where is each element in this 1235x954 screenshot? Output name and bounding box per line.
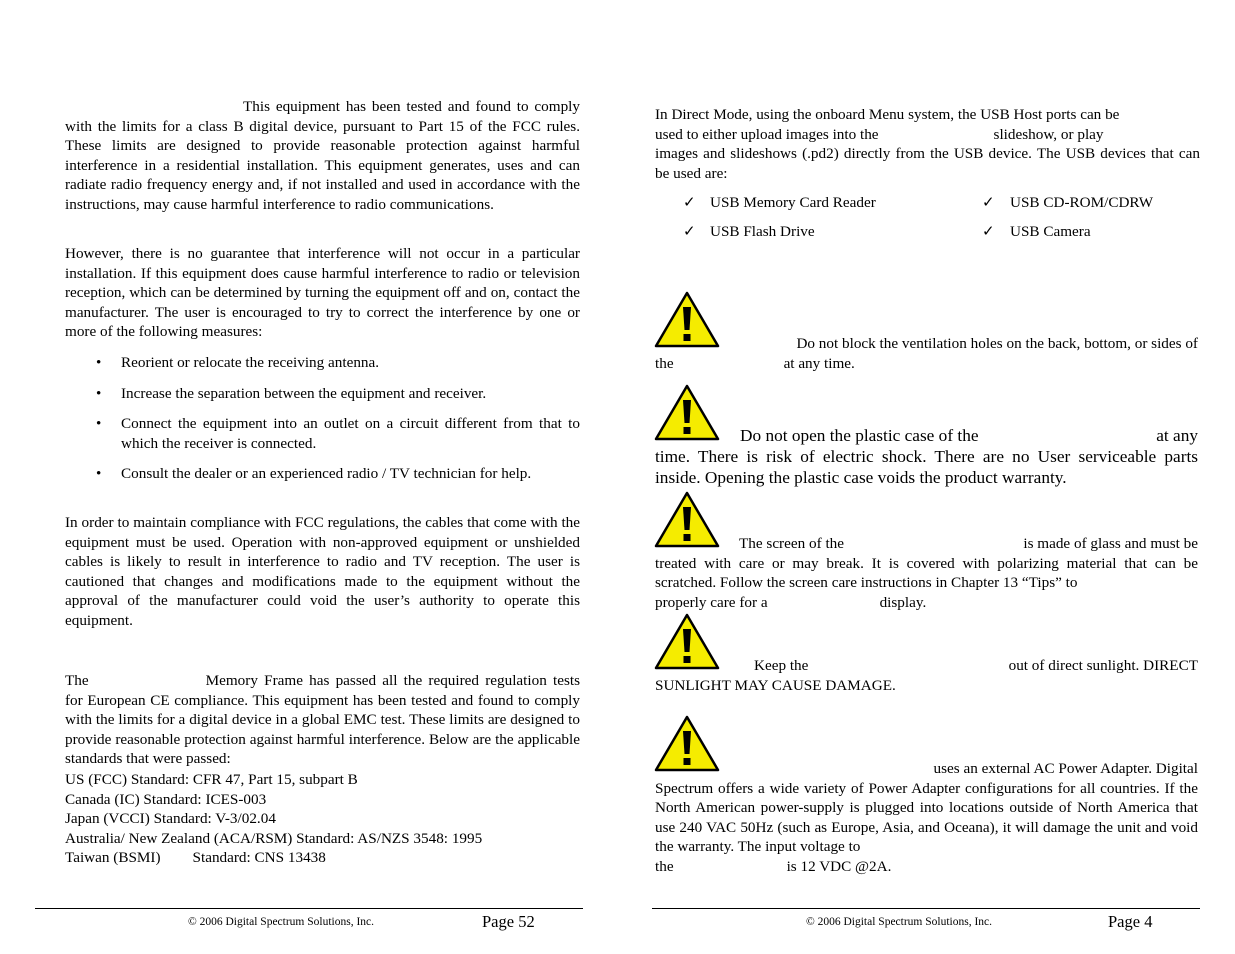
footer-copyright: © 2006 Digital Spectrum Solutions, Inc. [806, 916, 993, 928]
checkmark-icon: ✓ [683, 194, 696, 211]
list-item: USB Memory Card Reader [710, 194, 876, 211]
list-item: USB Camera [1010, 223, 1091, 240]
fcc-paragraph-1: This equipment has been tested and found to comply with the limits for a class B digital device, pursuant to Part 15 of the FCC rules. These limits are designed to provide reasonable protection against harmful interference in a residential installation. This equipment generates, uses and can radiate radio frequency energy and, if not installed and used in accordance with the instructions, may cause harmful interference to radio communications. [65, 98, 580, 213]
ce-compliance-paragraph [65, 671, 580, 769]
ce-body: Memory Frame has passed all the required regulation tests for European CE compliance. This equipment has been tested and found to comply with the limits for a digital device in a global EMC test. These limits are designed to provide reasonable protection against harmful interference. Below are the applicable standards that were passed: [65, 672, 580, 768]
ce-lead-word: The [65, 672, 89, 689]
bullet-icon: • [96, 384, 102, 402]
list-item: Taiwan (BSMI) Standard: CNS 13438 [65, 849, 326, 867]
checkmark-icon: ✓ [683, 223, 696, 240]
page-number: Page 52 [482, 912, 535, 931]
bullet-icon: • [96, 415, 102, 433]
bullet-icon: • [96, 465, 102, 483]
list-item: USB Flash Drive [710, 223, 815, 240]
list-item: Canada (IC) Standard: ICES-003 [65, 790, 267, 808]
standards-list [65, 770, 580, 868]
list-item: • Connect the equipment into an outlet on a circuit different from that to which the receiver is connected. [96, 415, 580, 452]
interference-measures-list [65, 353, 580, 495]
warning-case-text: Do not open the plastic case of the at any time. There is risk of electric shock. There are no User serviceable parts inside. Opening the plastic case voids the product warranty. [655, 426, 1198, 487]
footer-rule [35, 908, 583, 909]
fcc-paragraph-3: In order to maintain compliance with FCC regulations, the cables that come with the equipment must be used. Operation with non-approved equipment or unshielded cables is likely to result in interference to radio and TV reception. The user is cautioned that changes and modifications made to the equipment without the approval of the manufacturer could void the user’s authority to operate this equipment. [65, 514, 580, 629]
list-item: Australia/ New Zealand (ACA/RSM) Standard: AS/NZS 3548: 1995 [65, 829, 483, 847]
list-item: US (FCC) Standard: CFR 47, Part 15, subpart B [65, 771, 358, 788]
warning-ventilation-text: Do not block the ventilation holes on the back, bottom, or sides of the at any time. [655, 335, 1198, 372]
footer-copyright: © 2006 Digital Spectrum Solutions, Inc. [188, 916, 375, 928]
list-item: • Consult the dealer or an experienced radio / TV technician for help. [96, 465, 532, 483]
list-item: • Reorient or relocate the receiving antenna. [96, 354, 380, 371]
bullet-icon: • [96, 354, 102, 371]
checkmark-icon: ✓ [982, 194, 995, 211]
list-item: • Increase the separation between the equipment and receiver. [96, 384, 487, 402]
warning-screen-text: The screen of the is made of glass and must be treated with care or may break. It is covered with polarizing material that can be scratched. Follow the screen care instructions in Chapter 13 “Tips” to properly care for a display. [655, 535, 1198, 611]
list-item: USB CD-ROM/CDRW [1010, 194, 1154, 211]
warning-sunlight-text: Keep the out of direct sunlight. DIRECT SUNLIGHT MAY CAUSE DAMAGE. [655, 657, 1198, 694]
page-number: Page 4 [1108, 912, 1153, 931]
fcc-paragraph-2: However, there is no guarantee that interference will not occur in a particular installation. If this equipment does cause harmful interference to radio or television reception, which can be determined by turning the equipment off and on, contact the manufacturer. The user is encouraged to try to correct the interference by one or more of the following measures: [65, 245, 580, 341]
list-item: Japan (VCCI) Standard: V-3/02.04 [65, 810, 276, 828]
checkmark-icon: ✓ [982, 223, 995, 240]
footer-rule [652, 908, 1200, 909]
usb-intro-paragraph: In Direct Mode, using the onboard Menu system, the USB Host ports can be used to either upload images into the slideshow, or play images and slideshows (.pd2) directly from the USB device. The USB devices that can be used are: [655, 106, 1200, 182]
warning-power-adapter-text: uses an external AC Power Adapter. Digital Spectrum offers a wide variety of Power Adapter configurations for all countries. If the North American power-supply is plugged into locations outside of North America that use 240 VAC 50Hz (such as Europe, Asia, and Oceana), it will damage the unit and void the warranty. The input voltage to the is 12 VDC @2A. [655, 760, 1198, 875]
